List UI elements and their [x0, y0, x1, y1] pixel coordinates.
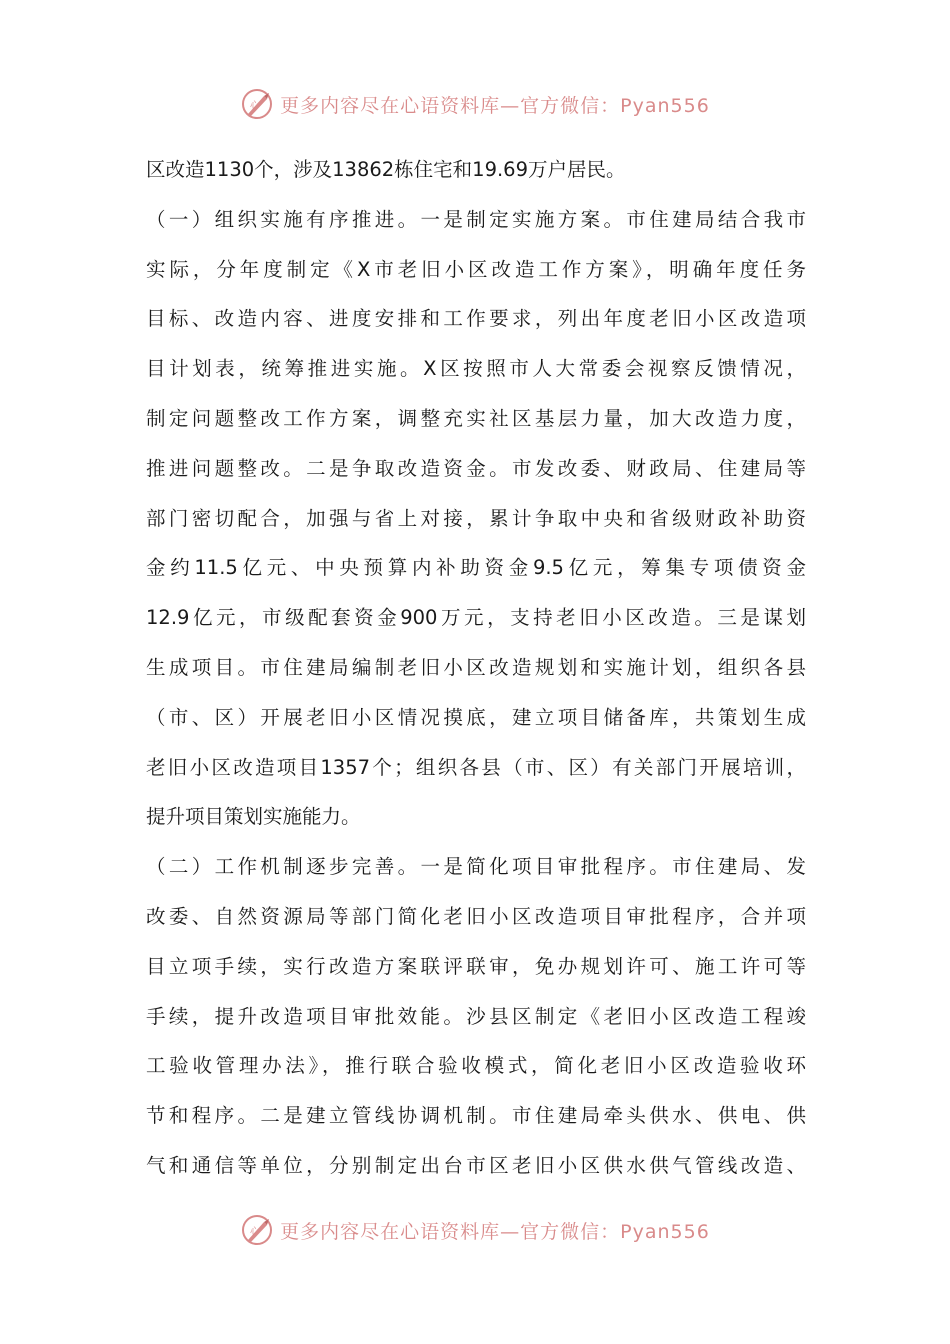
svg-text:心: 心	[250, 1227, 260, 1237]
text-line: 提升项目策划实施能力。	[146, 805, 361, 829]
text-line: 手续，提升改造项目审批效能。沙县区制定《老旧小区改造工程竣	[146, 1004, 806, 1028]
header-wechat-id: Pyan556	[620, 94, 710, 117]
text-line: 金约11.5亿元、中央预算内补助资金9.5亿元，筹集专项债资金	[146, 556, 806, 580]
text-line: 老旧小区改造项目1357个；组织各县（市、区）有关部门开展培训，	[146, 755, 806, 779]
text-line: 生成项目。市住建局编制老旧小区改造规划和实施计划，组织各县	[146, 655, 806, 679]
text-line: （二）工作机制逐步完善。一是简化项目审批程序。市住建局、发	[146, 855, 806, 879]
text-line: 目立项手续，实行改造方案联评联审，免办规划许可、施工许可等	[146, 954, 806, 978]
text-line: 制定问题整改工作方案，调整充实社区基层力量，加大改造力度，	[146, 406, 806, 430]
text-line: 区改造1130个，涉及13862栋住宅和19.69万户居民。	[146, 158, 626, 181]
document-body	[146, 150, 806, 1196]
footer-wechat-id: Pyan556	[620, 1220, 710, 1243]
text-line: 实际，分年度制定《X市老旧小区改造工作方案》，明确年度任务	[146, 257, 806, 281]
header-watermark-text: 更多内容尽在心语资料库—官方微信：Pyan556	[280, 94, 710, 117]
text-line: 气和通信等单位，分别制定出台市区老旧小区供水供气管线改造、	[146, 1153, 806, 1177]
quill-logo-icon	[240, 87, 274, 121]
text-line: 推进问题整改。二是争取改造资金。市发改委、财政局、住建局等	[146, 456, 806, 480]
text-line: （一）组织实施有序推进。一是制定实施方案。市住建局结合我市	[146, 207, 806, 231]
header-watermark-banner	[0, 84, 950, 124]
text-line: 目标、改造内容、进度安排和工作要求，列出年度老旧小区改造项	[146, 307, 806, 331]
text-line: （市、区）开展老旧小区情况摸底，建立项目储备库，共策划生成	[146, 705, 806, 729]
text-line: 12.9亿元，市级配套资金900万元，支持老旧小区改造。三是谋划	[146, 606, 806, 630]
text-line: 目计划表，统筹推进实施。X区按照市人大常委会视察反馈情况，	[146, 357, 806, 381]
quill-logo-icon	[240, 1213, 274, 1247]
text-line: 节和程序。二是建立管线协调机制。市住建局牵头供水、供电、供	[146, 1104, 806, 1128]
footer-watermark-text: 更多内容尽在心语资料库—官方微信：Pyan556	[280, 1220, 710, 1243]
text-line: 工验收管理办法》，推行联合验收模式，简化老旧小区改造验收环	[146, 1054, 806, 1078]
text-line: 改委、自然资源局等部门简化老旧小区改造项目审批程序，合并项	[146, 904, 806, 928]
text-line: 部门密切配合，加强与省上对接，累计争取中央和省级财政补助资	[146, 506, 806, 530]
footer-watermark-banner	[0, 1210, 950, 1250]
svg-text:心: 心	[250, 101, 260, 111]
